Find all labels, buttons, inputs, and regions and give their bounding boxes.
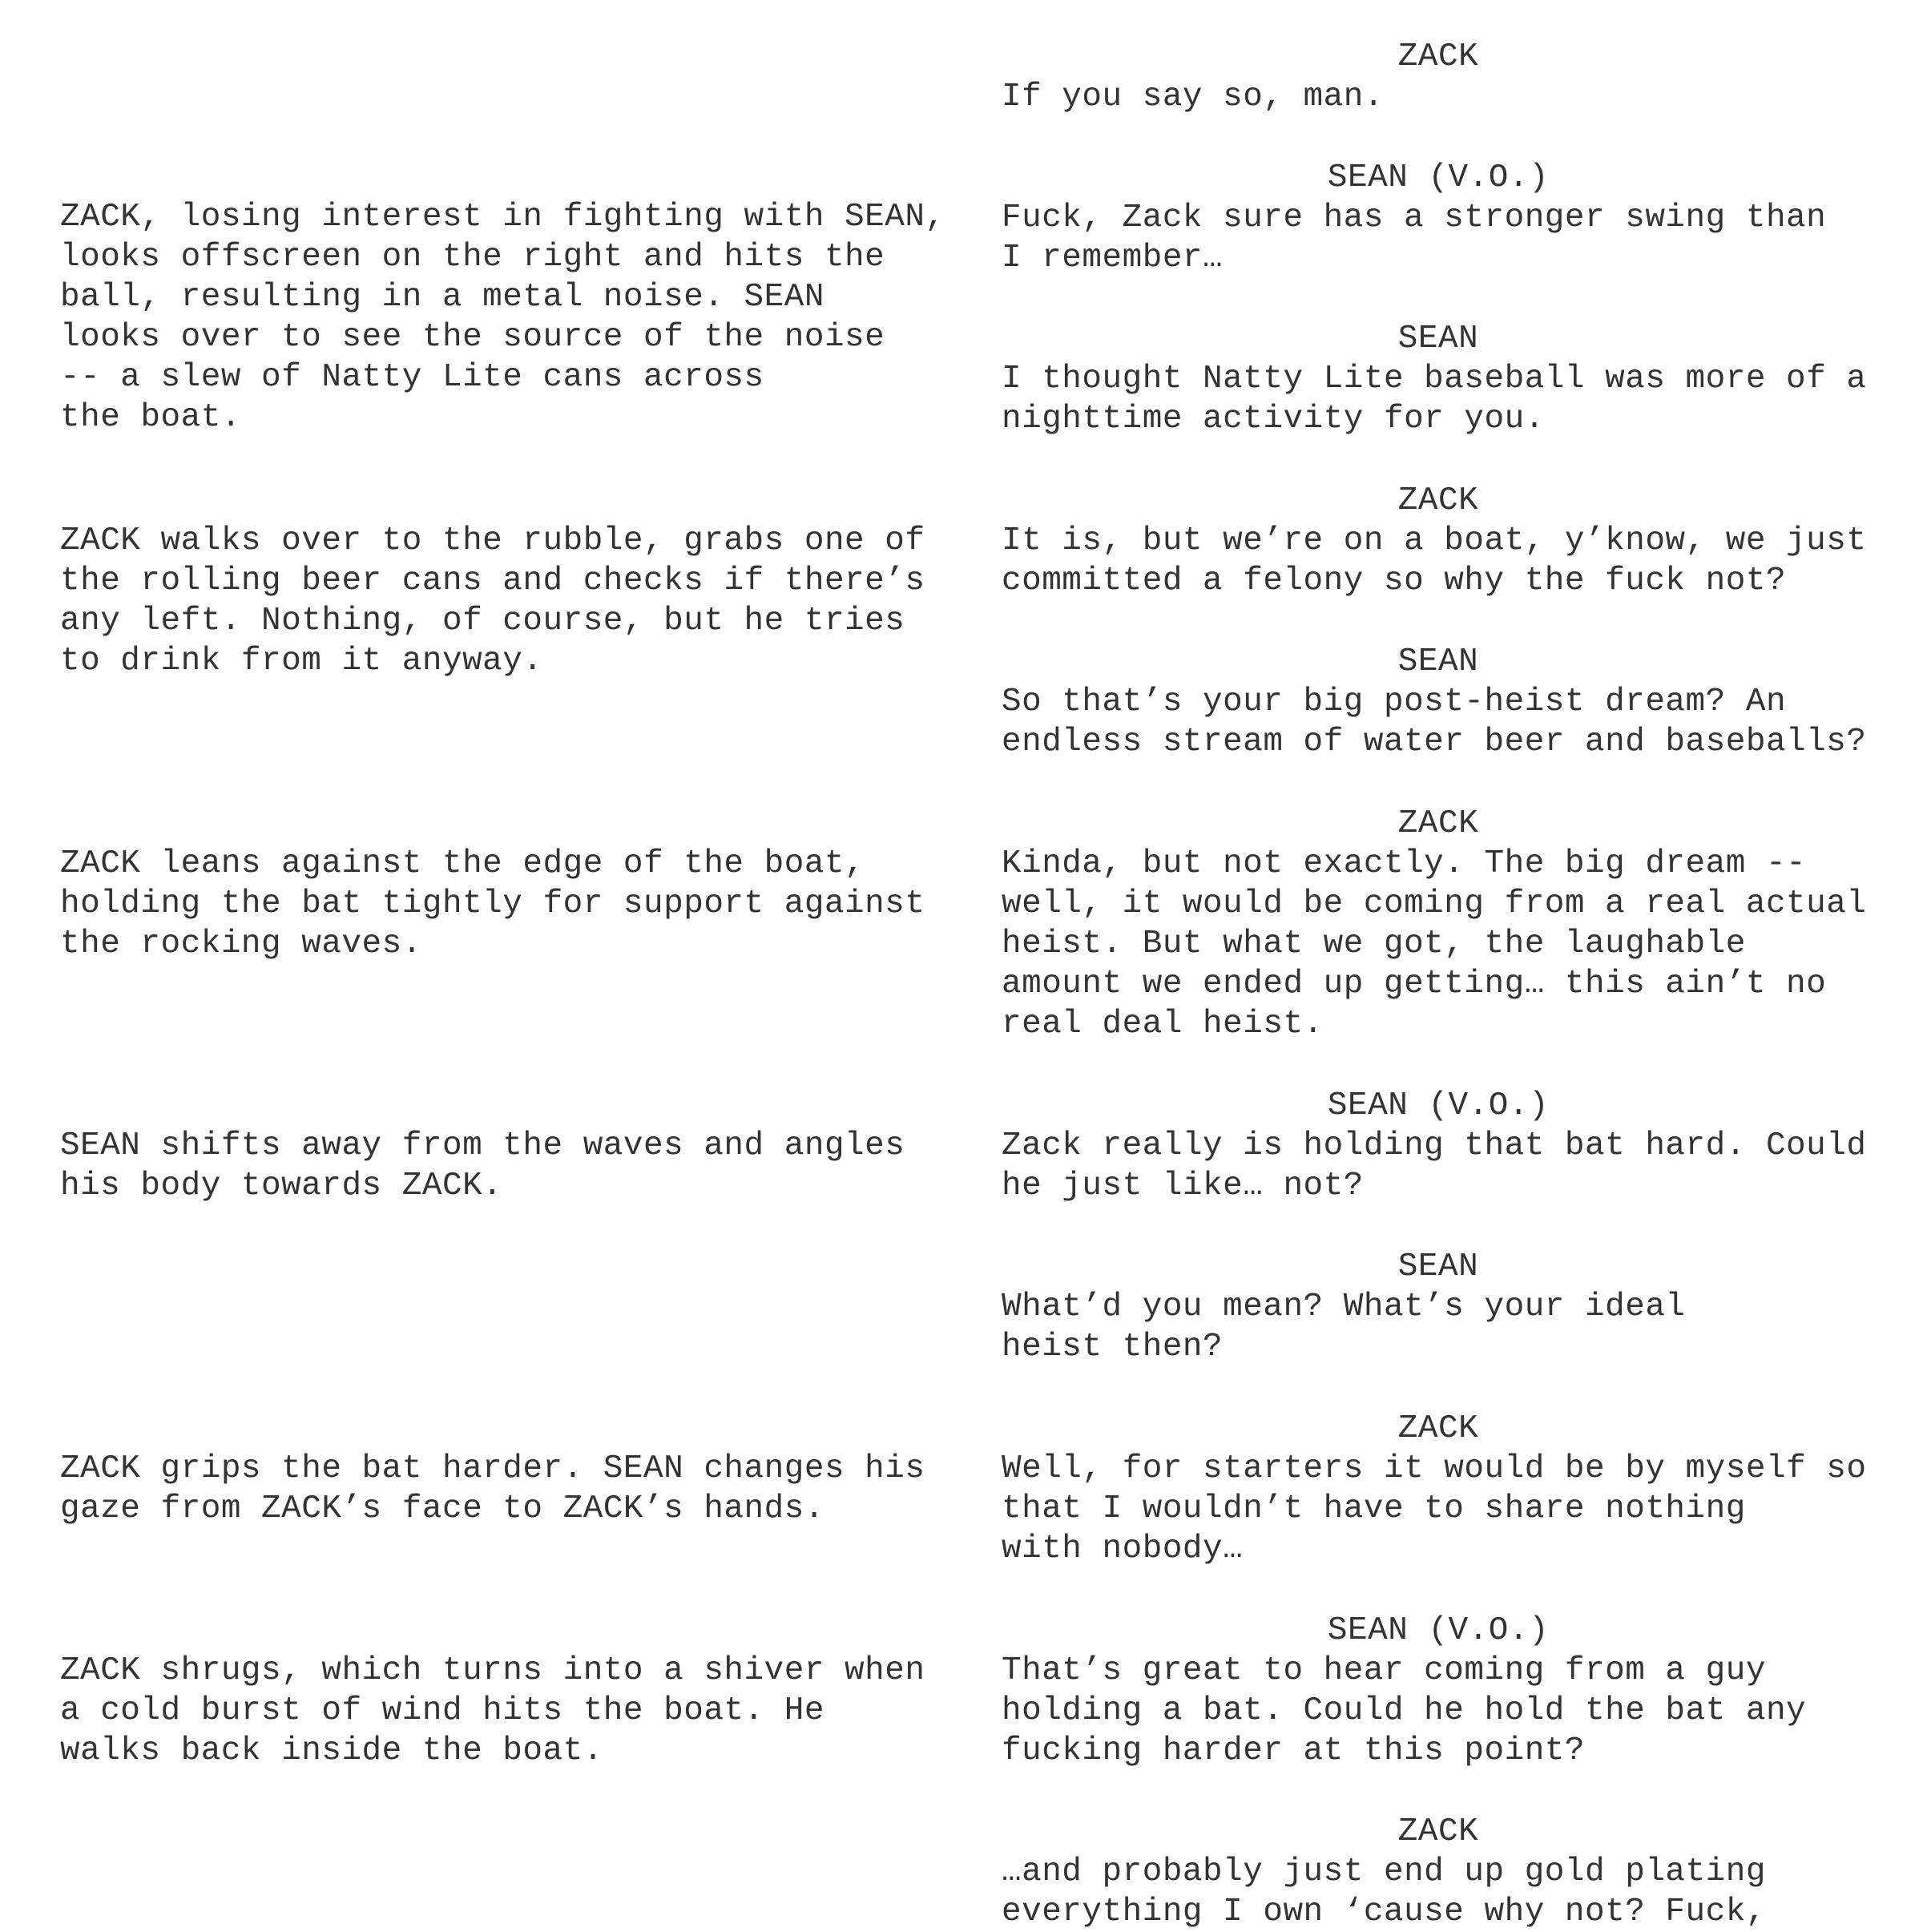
dialogue-line: …and probably just end up gold plating xyxy=(1002,1853,1766,1890)
dialogue-line: nighttime activity for you. xyxy=(1002,401,1545,438)
dialogue-line: holding a bat. Could he hold the bat any xyxy=(1002,1692,1807,1729)
character-name: ZACK xyxy=(1397,805,1479,842)
character-name: SEAN (V.O.) xyxy=(1327,1087,1550,1124)
dialogue-line: that I wouldn’t have to share nothing xyxy=(1002,1490,1746,1527)
dialogue-line: well, it would be coming from a real actual xyxy=(1002,885,1867,922)
character-name: SEAN xyxy=(1397,643,1479,680)
dialogue-line: If you say so, man. xyxy=(1002,79,1384,115)
dialogue-line: amount we ended up getting… this ain’t no xyxy=(1002,966,1827,1002)
dialogue-line: Fuck, Zack sure has a stronger swing than xyxy=(1002,200,1827,236)
character-name: ZACK xyxy=(1397,482,1479,519)
dialogue-line: So that’s your big post-heist dream? An xyxy=(1002,684,1787,720)
character-name: SEAN xyxy=(1397,321,1479,357)
dialogue-line: endless stream of water beer and baseballs? xyxy=(1002,724,1867,760)
dialogue-line: It is, but we’re on a boat, y’know, we just xyxy=(1002,522,1867,559)
action-line: the boat. xyxy=(60,399,241,436)
action-line: the rolling beer cans and checks if there’s xyxy=(60,563,925,599)
action-line: looks offscreen on the right and hits the xyxy=(60,239,885,276)
action-line: ZACK shrugs, which turns into a shiver when xyxy=(60,1652,925,1689)
dialogue-line: real deal heist. xyxy=(1002,1006,1324,1043)
action-line: his body towards ZACK. xyxy=(60,1168,503,1204)
dialogue-line: everything I own ‘cause why not? Fuck, xyxy=(1002,1894,1766,1930)
dialogue-line: fucking harder at this point? xyxy=(1002,1732,1586,1769)
character-name: SEAN xyxy=(1397,1248,1479,1285)
action-line: gaze from ZACK’s face to ZACK’s hands. xyxy=(60,1490,824,1527)
character-name: ZACK xyxy=(1397,38,1479,75)
dialogue-line: with nobody… xyxy=(1002,1531,1244,1567)
dialogue-line: I thought Natty Lite baseball was more of a xyxy=(1002,361,1867,397)
dialogue-line: he just like… not? xyxy=(1002,1168,1364,1204)
dialogue-line: Zack really is holding that bat hard. Could xyxy=(1002,1127,1867,1164)
dialogue-line: I remember… xyxy=(1002,240,1224,276)
action-line: ZACK walks over to the rubble, grabs one of xyxy=(60,522,925,559)
dialogue-line: That’s great to hear coming from a guy xyxy=(1002,1652,1766,1689)
character-name: ZACK xyxy=(1397,1813,1479,1850)
character-name: SEAN (V.O.) xyxy=(1327,159,1550,196)
dialogue-line: heist. But what we got, the laughable xyxy=(1002,926,1746,962)
action-line: the rocking waves. xyxy=(60,926,422,962)
action-line: ball, resulting in a metal noise. SEAN xyxy=(60,279,824,316)
dialogue-line: committed a felony so why the fuck not? xyxy=(1002,563,1787,599)
dialogue-line: Well, for starters it would be by myself so xyxy=(1002,1450,1867,1487)
character-name: ZACK xyxy=(1397,1410,1479,1447)
dialogue-line: heist then? xyxy=(1002,1329,1224,1365)
action-line: looks over to see the source of the noise xyxy=(60,319,885,356)
action-line: ZACK grips the bat harder. SEAN changes his xyxy=(60,1450,925,1487)
action-line: -- a slew of Natty Lite cans across xyxy=(60,359,764,396)
character-name: SEAN (V.O.) xyxy=(1327,1612,1550,1649)
action-line: any left. Nothing, of course, but he tries xyxy=(60,603,905,639)
action-line: holding the bat tightly for support against xyxy=(60,885,925,922)
action-line: to drink from it anyway. xyxy=(60,643,543,680)
action-line: ZACK, losing interest in fighting with SEAN, xyxy=(60,199,945,236)
dialogue-line: Kinda, but not exactly. The big dream -- xyxy=(1002,845,1807,882)
dialogue-line: What’d you mean? What’s your ideal xyxy=(1002,1289,1686,1325)
action-line: ZACK leans against the edge of the boat, xyxy=(60,845,865,882)
action-line: a cold burst of wind hits the boat. He xyxy=(60,1692,824,1729)
action-line: walks back inside the boat. xyxy=(60,1732,603,1769)
action-line: SEAN shifts away from the waves and angles xyxy=(60,1127,905,1164)
